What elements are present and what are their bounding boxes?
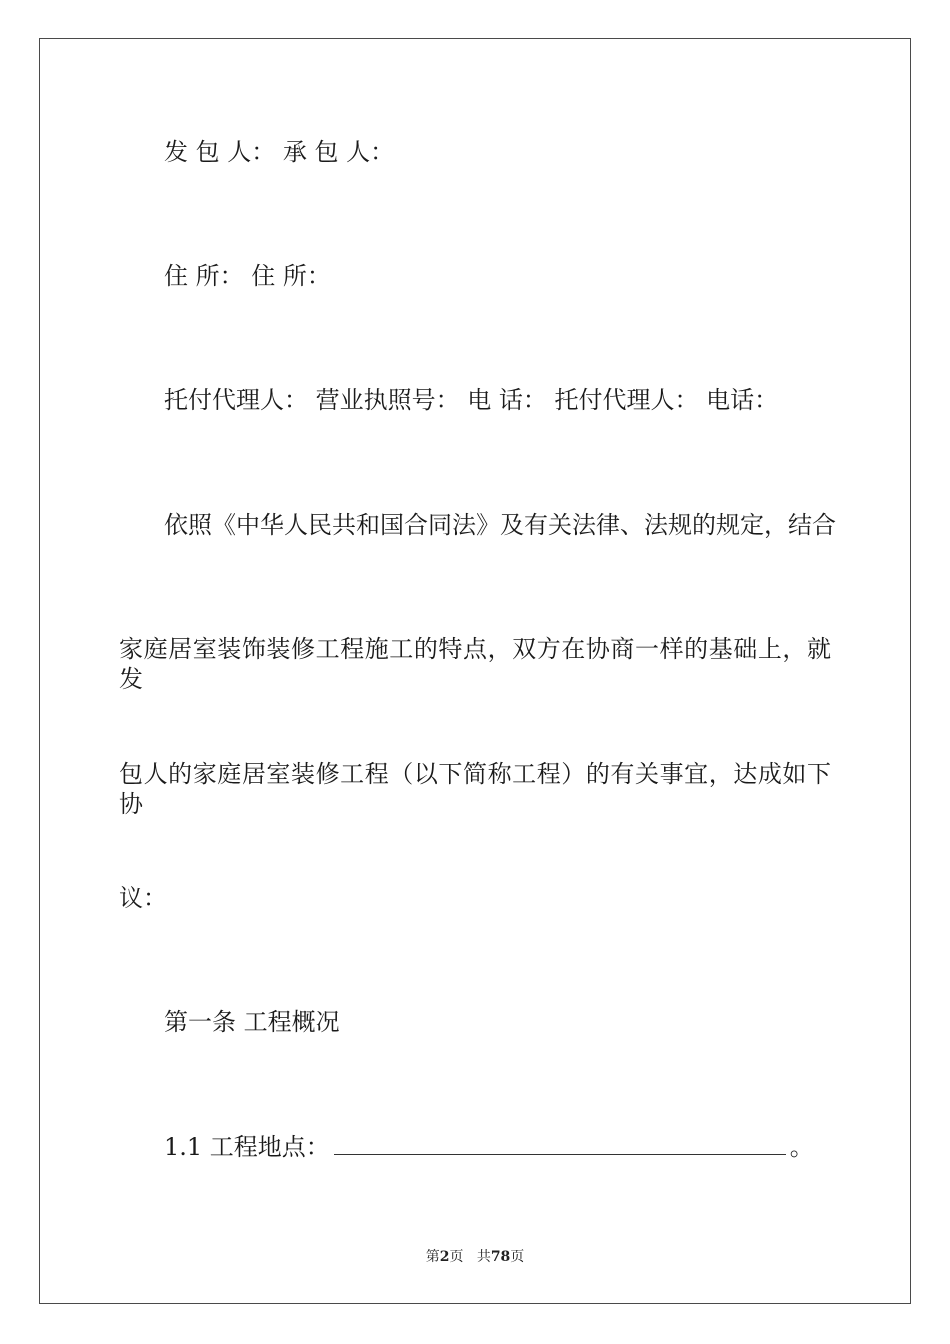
paragraph-line-4: 议： bbox=[119, 884, 167, 912]
item-label: 1.1 工程地点： bbox=[164, 1133, 330, 1161]
page-prefix: 第 bbox=[425, 1249, 440, 1265]
page-suffix: 页 bbox=[449, 1249, 464, 1265]
item-end-mark: 。 bbox=[789, 1133, 814, 1161]
paragraph-line-2: 家庭居室装饰装修工程施工的特点，双方在协商一样的基础上，就发 bbox=[119, 635, 831, 693]
total-pages: 78 bbox=[490, 1249, 511, 1265]
agent-phone-line: 托付代理人： 营业执照号： 电 话： 托付代理人： 电话： bbox=[164, 386, 779, 414]
page-footer bbox=[0, 1248, 950, 1266]
paragraph-line-3: 包人的家庭居室装修工程（以下简称工程）的有关事宜，达成如下协 bbox=[119, 760, 831, 818]
party-line: 发 包 人： 承 包 人： bbox=[164, 138, 395, 166]
total-prefix: 共 bbox=[476, 1249, 491, 1265]
page-number: 2 bbox=[439, 1249, 450, 1265]
total-suffix: 页 bbox=[510, 1249, 525, 1265]
paragraph-line-1: 依照《中华人民共和国合同法》及有关法律、法规的规定，结合 bbox=[164, 511, 836, 539]
item-1-1 bbox=[164, 1132, 814, 1162]
article-heading: 第一条 工程概况 bbox=[164, 1008, 340, 1036]
address-line: 住 所： 住 所： bbox=[164, 262, 331, 290]
page-border bbox=[39, 38, 911, 1304]
blank-fill-line bbox=[334, 1132, 786, 1155]
